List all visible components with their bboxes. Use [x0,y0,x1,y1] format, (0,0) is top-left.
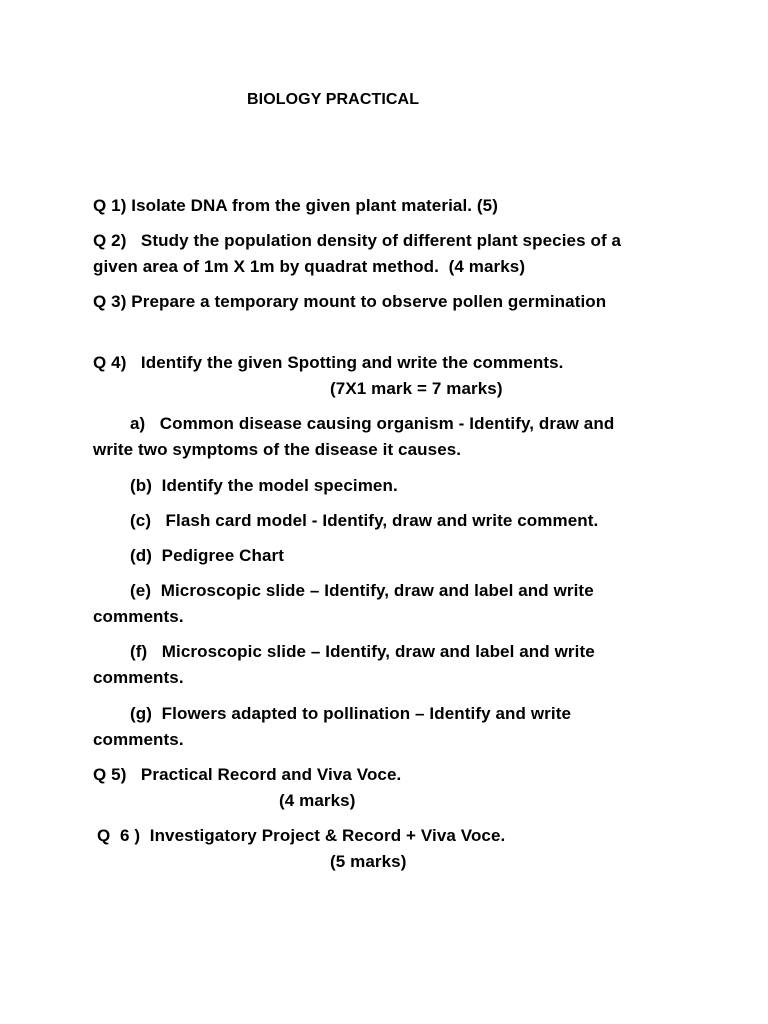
spotting-item-e-line-1: (e) Microscopic slide – Identify, draw and label and write [130,581,594,600]
spotting-item-c: (c) Flash card model - Identify, draw and write comment. [130,511,599,530]
spotting-item-g-line-2: comments. [93,730,184,749]
spotting-item-b: (b) Identify the model specimen. [130,476,398,495]
spotting-item-a-line-1: a) Common disease causing organism - Identify, draw and [130,414,615,433]
spotting-item-a-line-2: write two symptoms of the disease it causes. [93,440,462,459]
question-2-line-2: given area of 1m X 1m by quadrat method. (4 marks) [93,257,526,276]
document-title: BIOLOGY PRACTICAL [247,91,420,108]
question-6-line-1: Q 6 ) Investigatory Project & Record + Viva Voce. [97,826,506,845]
question-5-line-1: Q 5) Practical Record and Viva Voce. [93,765,402,784]
question-4-line-1: Q 4) Identify the given Spotting and write the comments. [93,353,564,372]
spotting-item-f-line-2: comments. [93,668,184,687]
question-5-marks: (4 marks) [279,791,356,810]
spotting-item-g-line-1: (g) Flowers adapted to pollination – Identify and write [130,704,572,723]
question-3: Q 3) Prepare a temporary mount to observe pollen germination [93,292,607,311]
spotting-item-d: (d) Pedigree Chart [130,546,284,565]
question-4-marks: (7X1 mark = 7 marks) [330,379,503,398]
spotting-item-f-line-1: (f) Microscopic slide – Identify, draw and label and write [130,642,595,661]
question-2-line-1: Q 2) Study the population density of different plant species of a [93,231,622,250]
question-1: Q 1) Isolate DNA from the given plant material. (5) [93,196,498,215]
spotting-item-e-line-2: comments. [93,607,184,626]
question-6-marks: (5 marks) [330,852,407,871]
